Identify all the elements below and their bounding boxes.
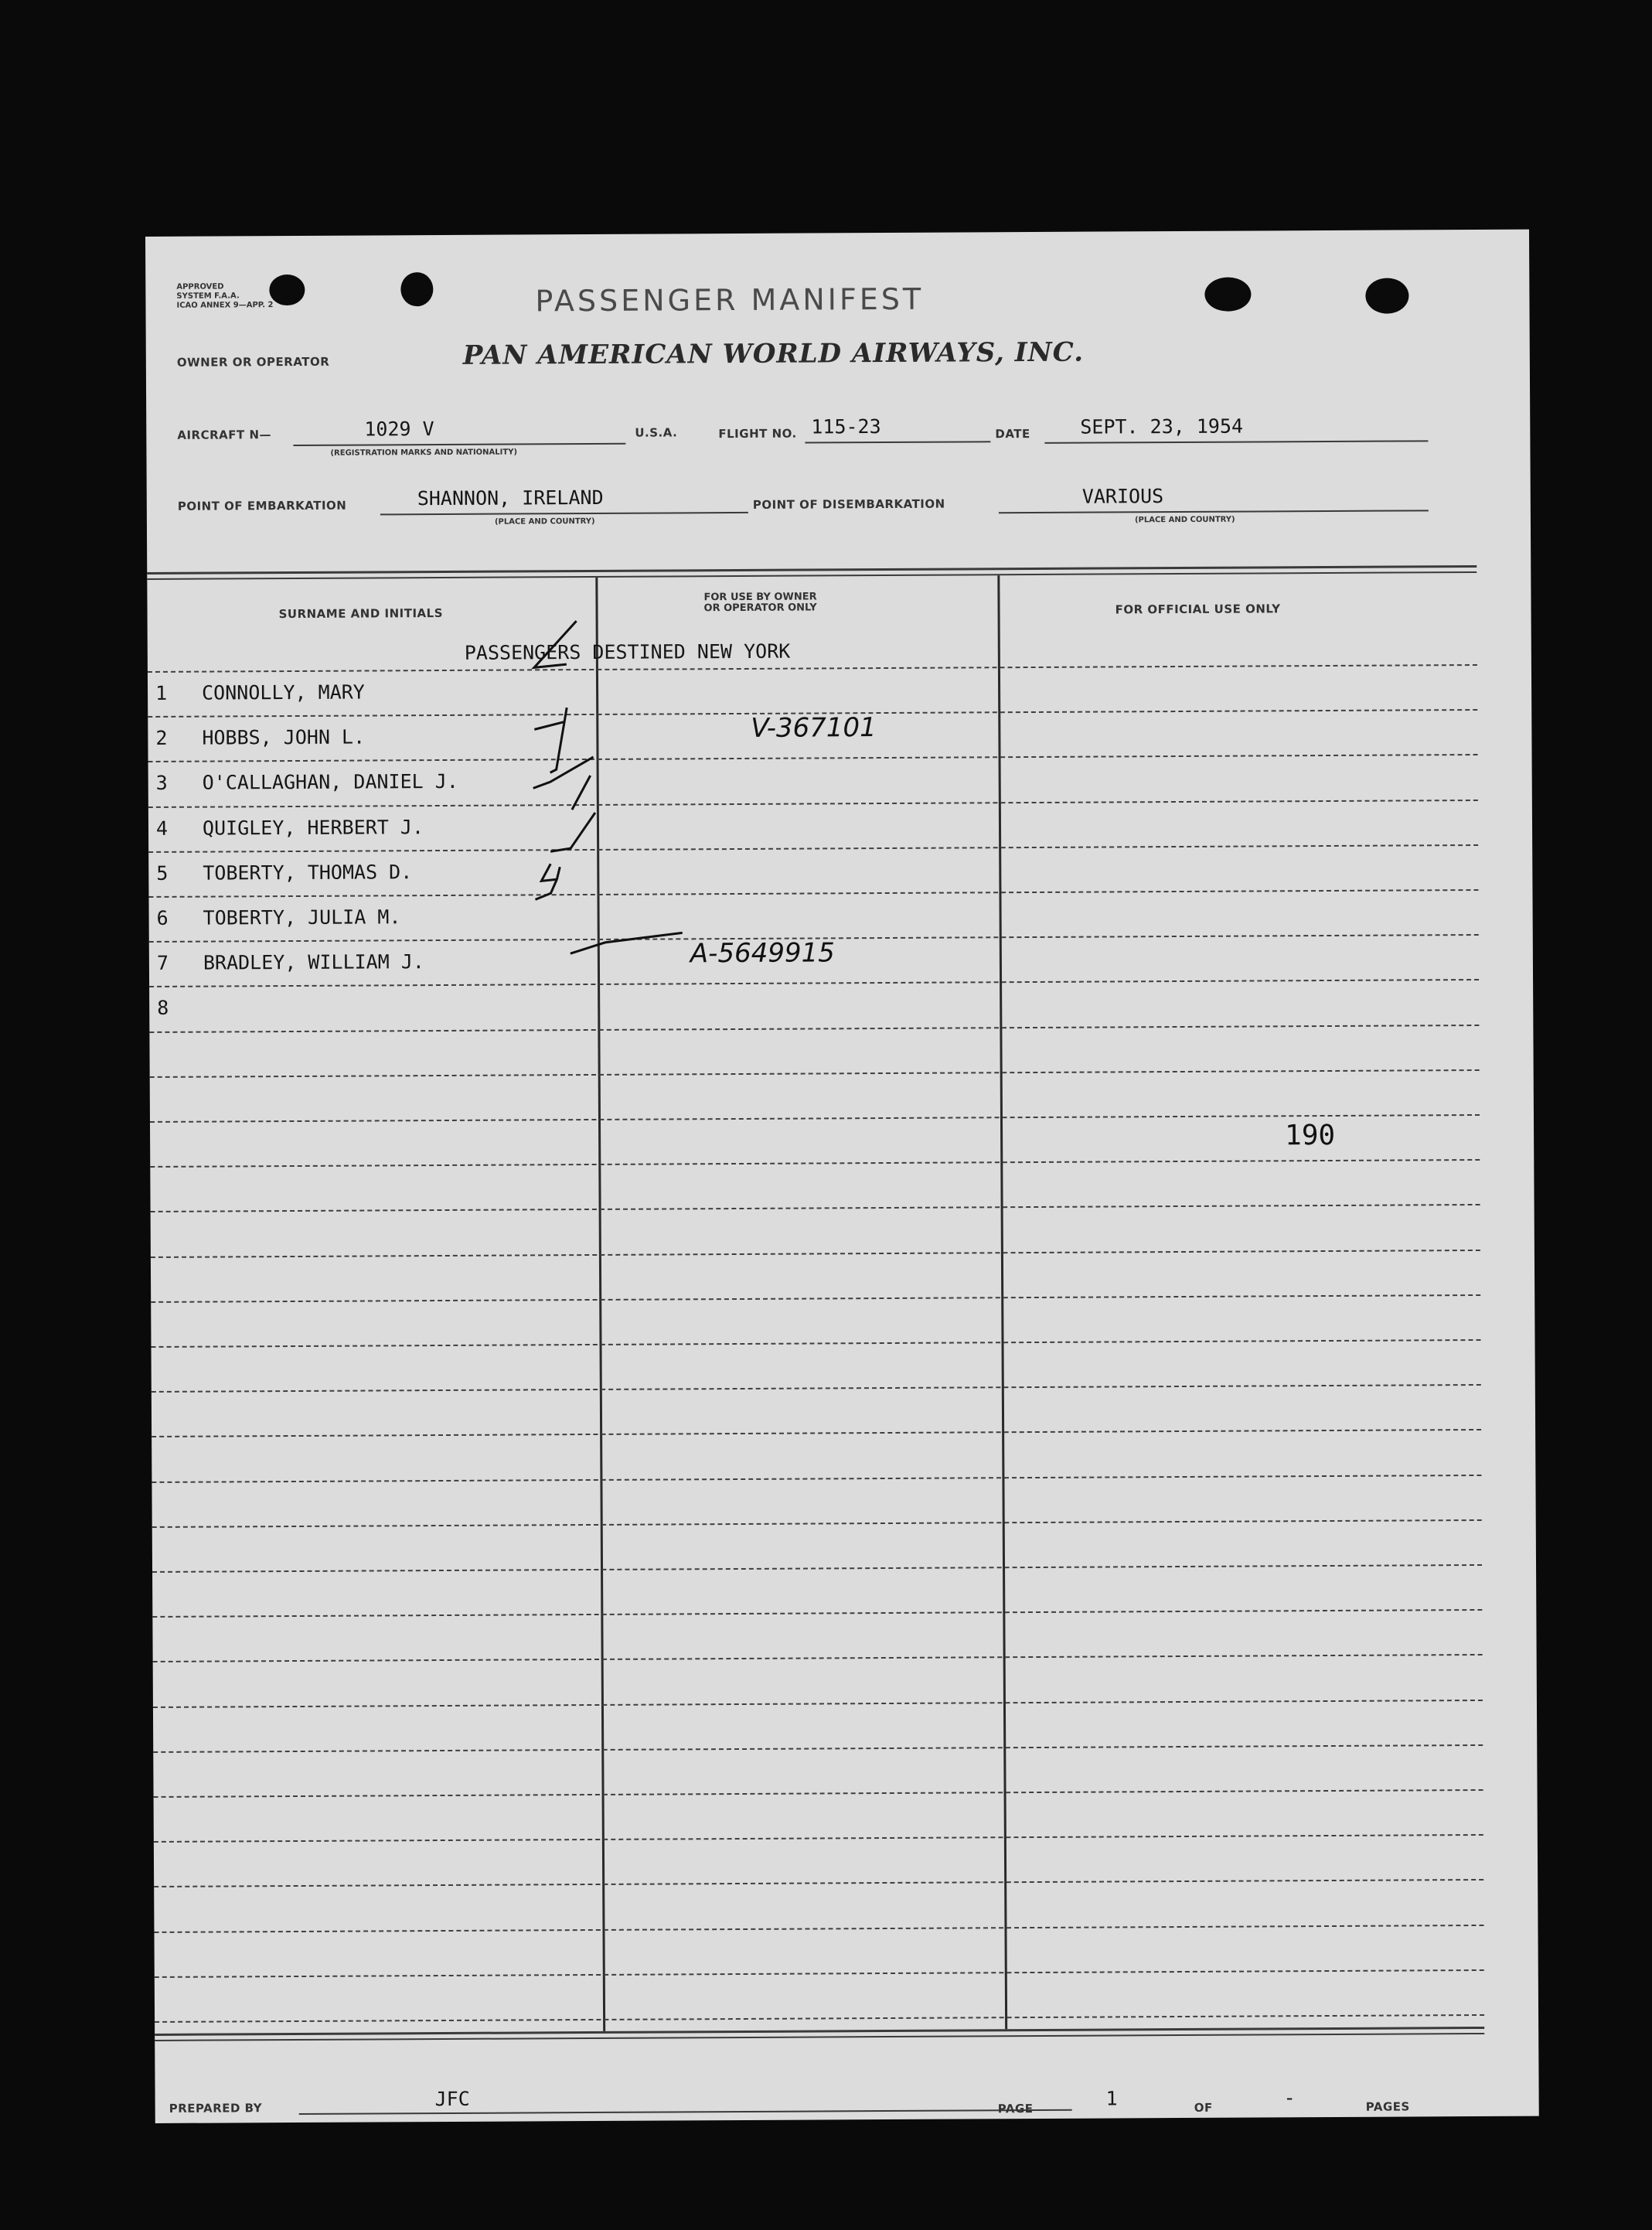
approval-line-2: SYSTEM F.A.A. xyxy=(176,292,240,301)
country-label: U.S.A. xyxy=(635,425,678,440)
form-title: PASSENGER MANIFEST xyxy=(535,281,925,319)
passenger-name: HOBBS, JOHN L. xyxy=(202,725,366,749)
passenger-number: 8 xyxy=(157,997,169,1020)
aircraft-value: 1029 V xyxy=(364,418,434,441)
disembarkation-label: POINT OF DISEMBARKATION xyxy=(752,496,945,512)
aircraft-label: AIRCRAFT N— xyxy=(177,428,272,442)
owner-use-note: V-367101 xyxy=(751,712,877,745)
passenger-number: 4 xyxy=(155,817,169,840)
flight-value: 115-23 xyxy=(811,415,881,438)
flight-label: FLIGHT NO. xyxy=(718,426,797,442)
passenger-name: O'CALLAGHAN, DANIEL J. xyxy=(202,770,458,795)
passenger-name: BRADLEY, WILLIAM J. xyxy=(203,950,424,974)
embarkation-label: POINT OF EMBARKATION xyxy=(177,498,347,513)
col-official-header: FOR OFFICIAL USE ONLY xyxy=(1115,602,1281,617)
manifest-sheet xyxy=(145,230,1539,2123)
official-number: 190 xyxy=(1285,1119,1336,1152)
aircraft-sublabel: (REGISTRATION MARKS AND NATIONALITY) xyxy=(330,448,518,458)
passenger-number: 2 xyxy=(155,727,168,750)
prepared-label: PREPARED BY xyxy=(169,2101,263,2116)
passenger-number: 1 xyxy=(155,681,168,704)
passenger-number: 3 xyxy=(155,772,168,795)
page-label: PAGE xyxy=(997,2102,1034,2116)
pages-label: PAGES xyxy=(1365,2099,1410,2114)
owner-label: OWNER OR OPERATOR xyxy=(176,354,330,370)
passenger-name: CONNOLLY, MARY xyxy=(202,680,365,704)
approval-line-1: APPROVED xyxy=(176,282,224,292)
col-owner-use-line-1: FOR USE BY OWNER xyxy=(703,591,817,604)
passenger-number: 5 xyxy=(156,861,169,885)
passenger-name: TOBERTY, JULIA M. xyxy=(203,905,401,929)
of-value: - xyxy=(1283,2086,1296,2109)
owner-name: PAN AMERICAN WORLD AIRWAYS, INC. xyxy=(462,336,1085,371)
disembarkation-value: VARIOUS xyxy=(1081,485,1164,508)
section-heading: PASSENGERS DESTINED NEW YORK xyxy=(464,639,791,664)
passenger-number: 6 xyxy=(156,906,169,929)
passenger-name: TOBERTY, THOMAS D. xyxy=(203,861,413,885)
of-label: OF xyxy=(1194,2100,1213,2115)
check-marks xyxy=(145,230,1539,2123)
approval-line-3: ICAO ANNEX 9—APP. 2 xyxy=(176,301,274,310)
col-owner-use-line-2: OR OPERATOR ONLY xyxy=(703,602,817,615)
date-value: SEPT. 23, 1954 xyxy=(1080,414,1244,438)
page-value: 1 xyxy=(1105,2087,1118,2110)
disembarkation-sublabel: (PLACE AND COUNTRY) xyxy=(1134,515,1235,525)
embarkation-sublabel: (PLACE AND COUNTRY) xyxy=(494,517,595,527)
date-label: DATE xyxy=(995,427,1030,442)
embarkation-value: SHANNON, IRELAND xyxy=(417,486,604,510)
col-surname-header: SURNAME AND INITIALS xyxy=(278,605,444,622)
prepared-by-value: JFC xyxy=(434,2087,470,2111)
passenger-number: 7 xyxy=(156,952,169,975)
passenger-name: QUIGLEY, HERBERT J. xyxy=(202,815,424,840)
owner-use-note: A-5649915 xyxy=(690,937,835,970)
